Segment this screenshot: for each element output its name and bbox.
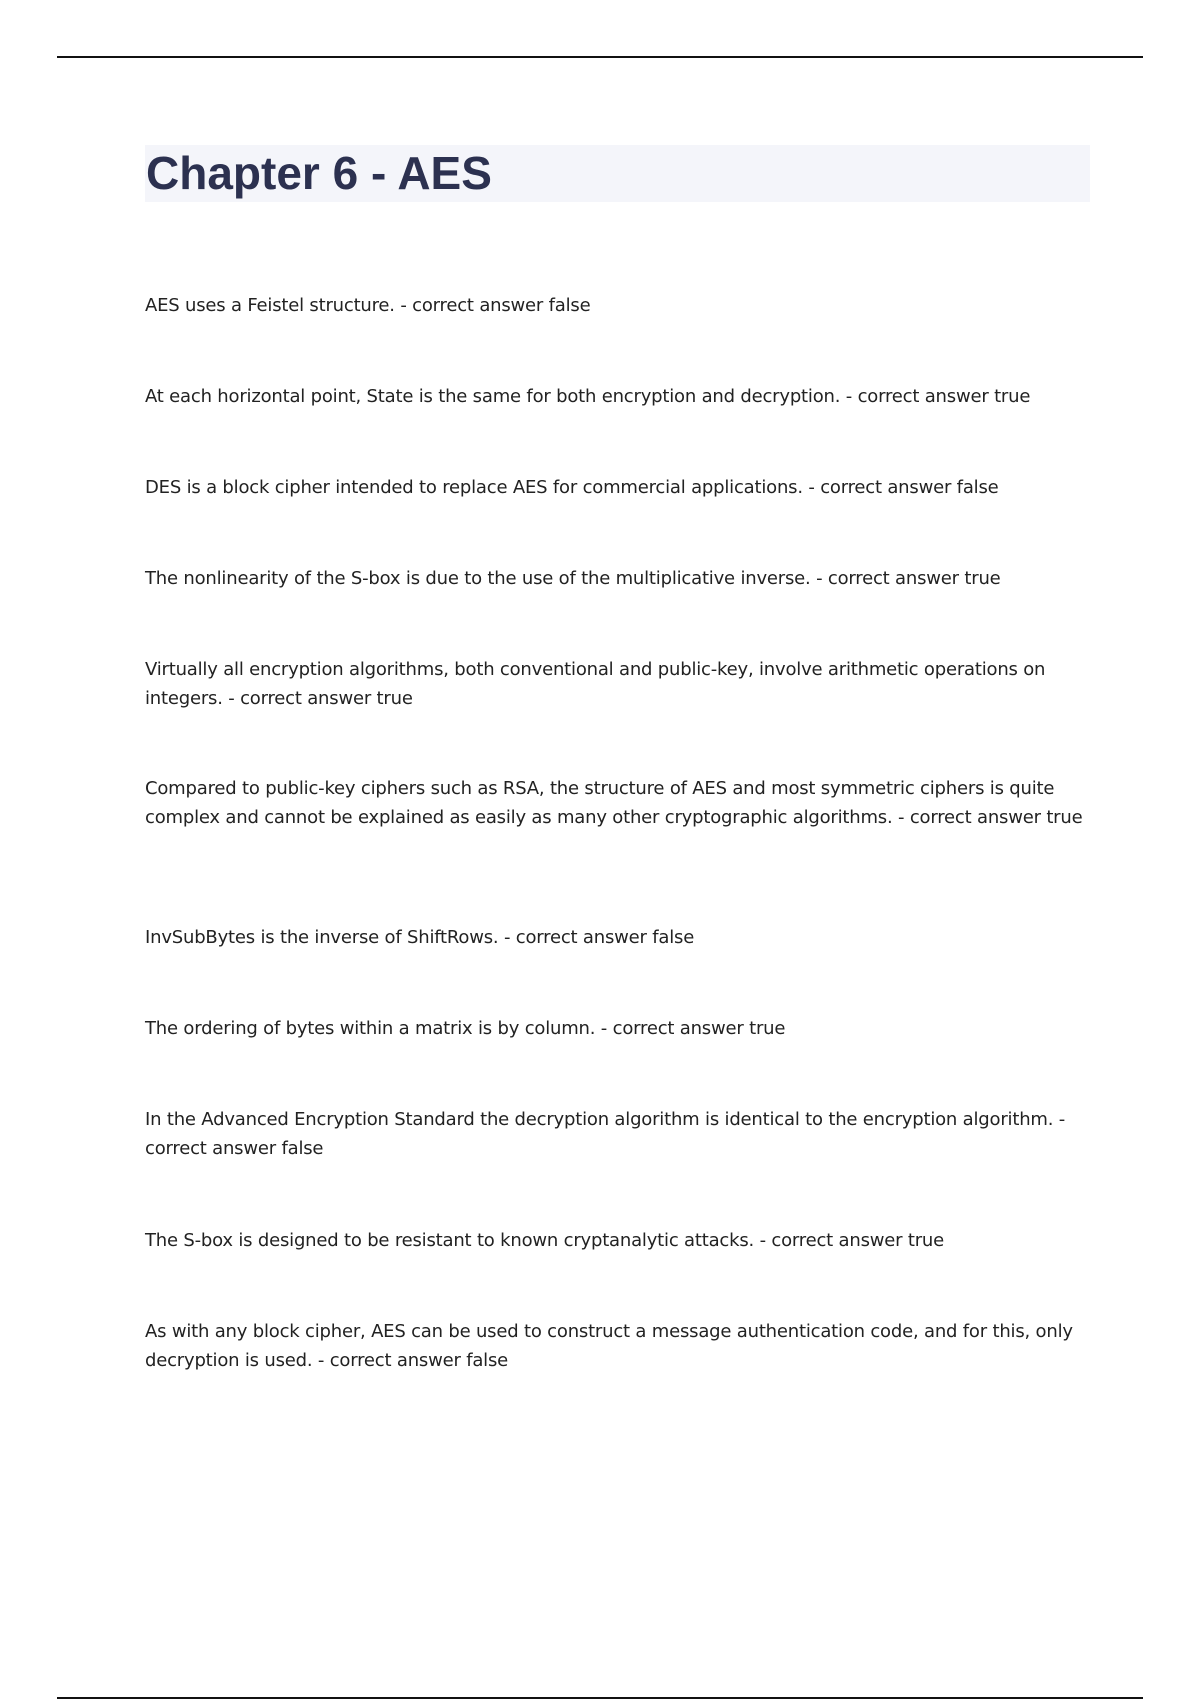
qa-item: DES is a block cipher intended to replace AES for commercial applications. - correct answer false <box>145 477 999 498</box>
qa-item: The ordering of bytes within a matrix is by column. - correct answer true <box>145 1018 786 1039</box>
qa-item: Virtually all encryption algorithms, both conventional and public-key, involve arithmetic operations on integers. - correct answer true <box>145 659 1046 709</box>
qa-item: InvSubBytes is the inverse of ShiftRows. - correct answer false <box>145 927 695 948</box>
qa-item: Compared to public-key ciphers such as RSA, the structure of AES and most symmetric ciphers is quite complex and cannot be explained as easily as many other cryptographic algorithms. - correct answer true <box>145 778 1083 828</box>
qa-item: At each horizontal point, State is the same for both encryption and decryption. - correct answer true <box>145 386 1031 407</box>
page-title: Chapter 6 - AES <box>146 147 492 199</box>
qa-item: In the Advanced Encryption Standard the decryption algorithm is identical to the encryption algorithm. - correct answer false <box>145 1109 1066 1159</box>
header-rule <box>57 56 1143 58</box>
footer-rule <box>57 1697 1143 1699</box>
qa-item: As with any block cipher, AES can be used to construct a message authentication code, and for this, only decryption is used. - correct answer false <box>145 1321 1073 1371</box>
qa-item: The nonlinearity of the S-box is due to the use of the multiplicative inverse. - correct answer true <box>145 568 1001 589</box>
qa-item: AES uses a Feistel structure. - correct answer false <box>145 295 591 316</box>
qa-item: The S-box is designed to be resistant to known cryptanalytic attacks. - correct answer true <box>145 1230 945 1251</box>
